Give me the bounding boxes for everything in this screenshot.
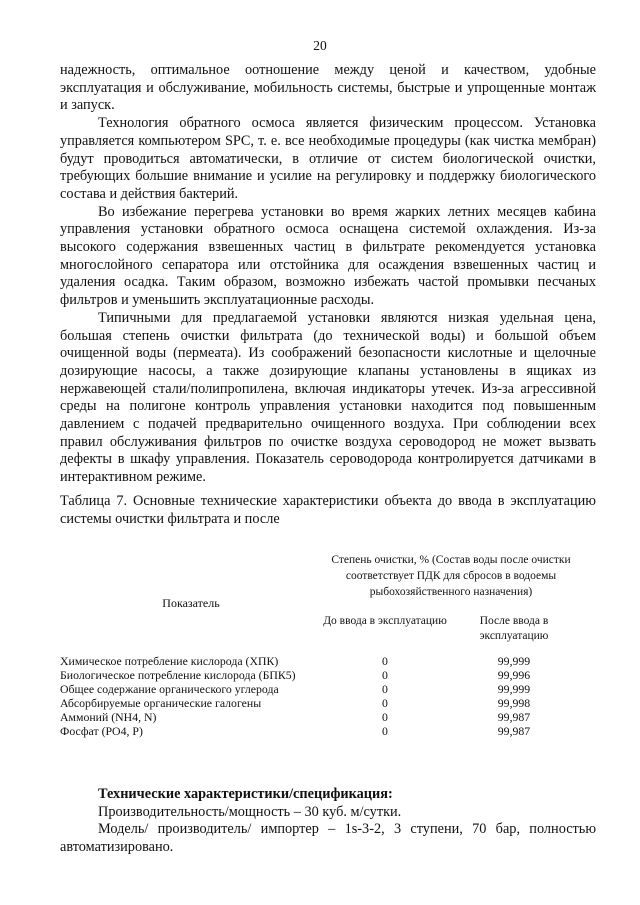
table-row bbox=[60, 654, 580, 668]
table-row bbox=[60, 724, 580, 738]
row-name: Фосфат (PO4, P) bbox=[60, 724, 143, 738]
characteristics-table bbox=[60, 552, 580, 738]
header-after: После ввода в эксплуатацию bbox=[479, 615, 549, 642]
row-before: 0 bbox=[382, 696, 388, 710]
row-after: 99,987 bbox=[497, 710, 531, 724]
paragraph-reverse-osmosis: Технология обратного осмоса является физическим процессом. Установка управляется компьютером SPC, т. е. все необходимые процедуры (как чистка мембран) будут проводиться автоматически, в отличие от систем биологической очистки, требующих большие внимание и усилие на регулировку и поддержку биологического состава и действия бактерий. bbox=[60, 115, 596, 202]
row-after: 99,996 bbox=[497, 668, 531, 682]
spec-heading: Технические характеристики/спецификация: bbox=[98, 786, 393, 802]
table-row bbox=[60, 696, 580, 710]
row-name: Аммоний (NH4, N) bbox=[60, 710, 157, 724]
header-degree: Степень очистки, % (Состав воды после очистки соответствует ПДК для сбросов в водоемы рыбохозяйственного назначения) bbox=[331, 554, 571, 598]
row-name: Химическое потребление кислорода (ХПК) bbox=[60, 654, 279, 668]
paragraph-continuation: надежность, оптимальное оотношение между ценой и качеством, удобные эксплуатация и обслуживание, мобильность системы, быстрые и упрощенные монтаж и запуск. bbox=[60, 62, 596, 114]
row-after: 99,999 bbox=[497, 682, 531, 696]
row-before: 0 bbox=[382, 724, 388, 738]
header-indicator: Показатель bbox=[162, 596, 220, 610]
table-row bbox=[60, 710, 580, 724]
spec-model: Модель/ производитель/ импортер – 1s-3-2, 3 ступени, 70 бар, полностью автоматизировано. bbox=[60, 821, 596, 856]
table-row bbox=[60, 682, 580, 696]
row-before: 0 bbox=[382, 682, 388, 696]
spec-capacity: Производительность/мощность – 30 куб. м/сутки. bbox=[98, 803, 402, 820]
header-before: До ввода в эксплуатацию bbox=[323, 615, 447, 627]
body-text bbox=[60, 62, 596, 487]
row-name: Биологическое потребление кислорода (БПК5) bbox=[60, 668, 296, 682]
row-after: 99,987 bbox=[497, 724, 531, 738]
row-before: 0 bbox=[382, 668, 388, 682]
table-caption: Таблица 7. Основные технические характеристики объекта до ввода в эксплуатацию системы очистки фильтрата и после bbox=[60, 493, 596, 527]
row-before: 0 bbox=[382, 654, 388, 668]
row-name: Общее содержание органического углерода bbox=[60, 682, 279, 696]
paragraph-typical-features: Типичными для предлагаемой установки являются низкая удельная цена, большая степень очистки фильтрата (до технической воды) и большой объем очищенной воды (пермеата). Из соображений безопасности кислотные и щелочные дозирующие насосы, а также дозирующие клапаны установлены в ящиках из нержавеющей стали/полипропилена, включая индикаторы утечек. Из-за агрессивной среды на полигоне контроль управления установки находится под повышенным давлением с подачей предварительно очищенного воздуха. При соблюдении всех правил обслуживания фильтров по очистке воздуха сероводород не может вызвать дефекты в шкафу управления. Показатель сероводорода контролируется датчиками в интерактивном режиме. bbox=[60, 309, 596, 486]
row-before: 0 bbox=[382, 710, 388, 724]
row-after: 99,998 bbox=[497, 696, 531, 710]
specifications bbox=[60, 786, 596, 857]
paragraph-cooling: Во избежание перегрева установки во время жарких летних месяцев кабина управления установки обратного осмоса оснащена системой охлаждения. Из-за высокого содержания взвешенных частиц в фильтрате рекомендуется установка многослойного сепаратора или отстойника для осаждения взвешенных частиц и удаления осадка. Таким образом, возможно избежать частой промывки песчаных фильтров и уменьшить эксплуатационные расходы. bbox=[60, 203, 596, 309]
table-row bbox=[60, 668, 580, 682]
page-number: 20 bbox=[313, 38, 327, 53]
row-name: Абсорбируемые органические галогены bbox=[60, 696, 262, 710]
row-after: 99,999 bbox=[497, 654, 531, 668]
